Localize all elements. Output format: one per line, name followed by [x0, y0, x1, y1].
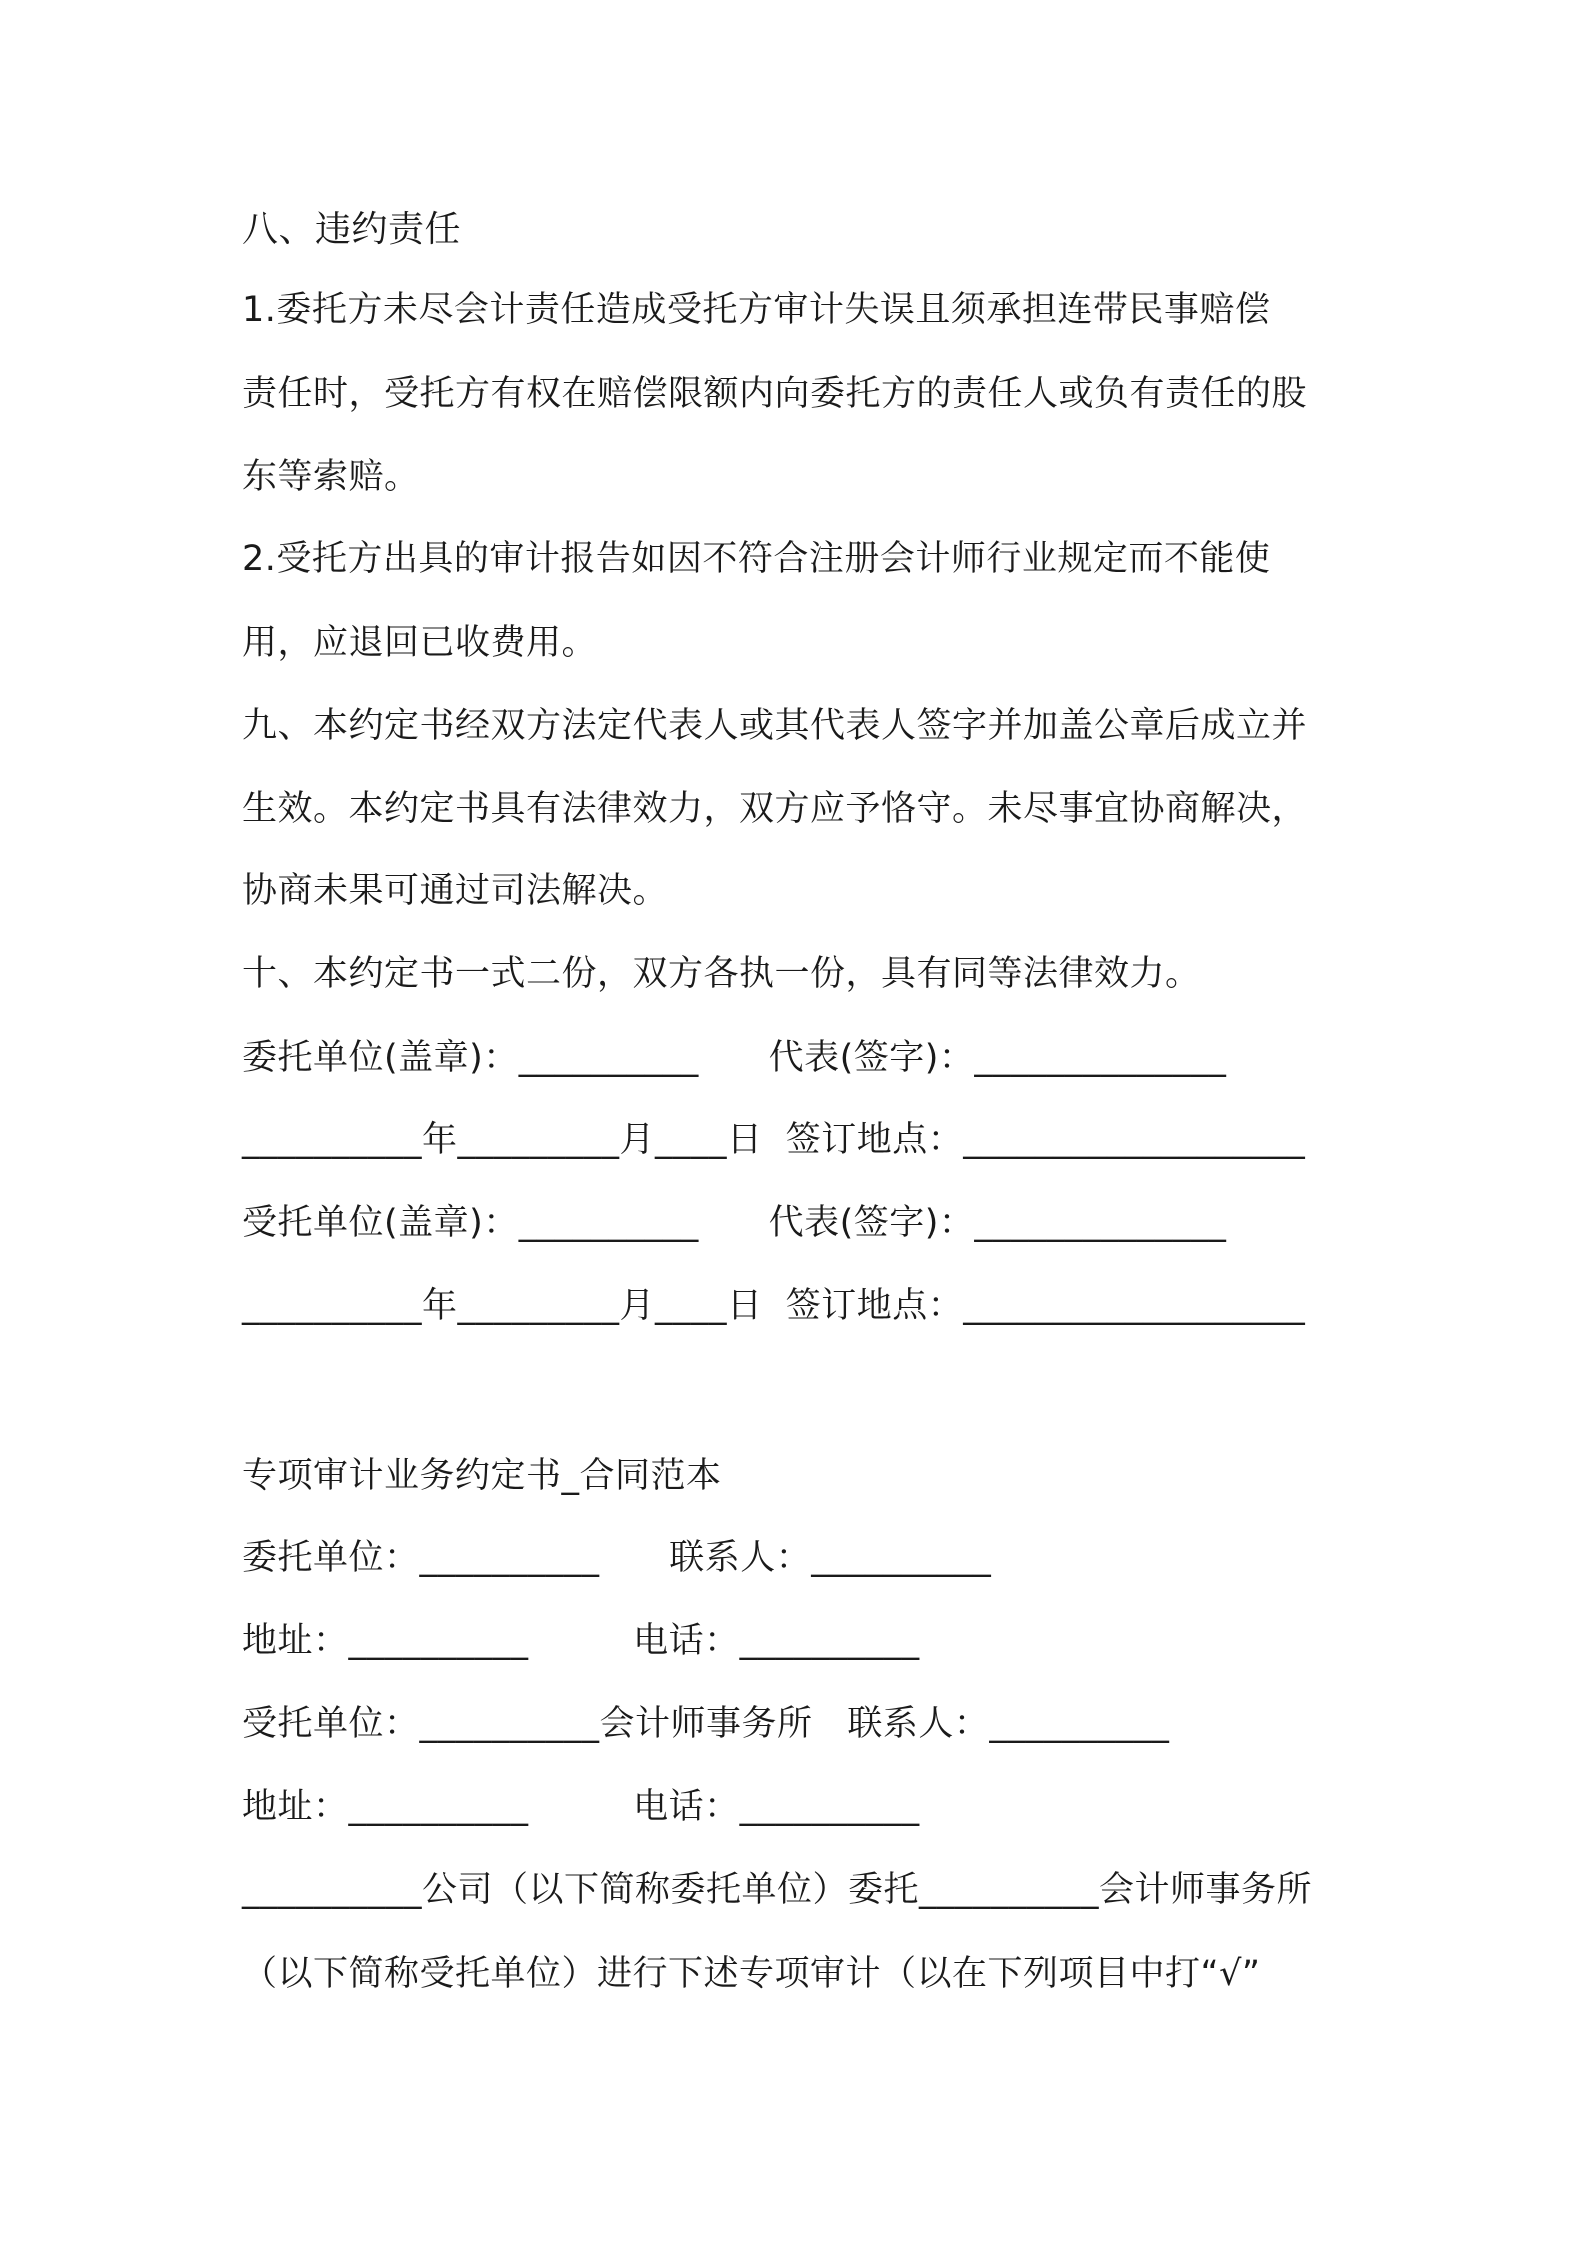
section10-text: 十、本约定书一式二份，双方各执一份，具有同等法律效力。 [242, 954, 1201, 994]
c2-client-unit: 委托单位：__________ 联系人：__________ [242, 1538, 992, 1578]
item1-line3: 东等索赔。 [242, 457, 420, 497]
sign-client-unit: 委托单位(盖章)：__________ 代表(签字)：______________ [242, 1038, 1227, 1078]
c2-contractor-unit: 受托单位：__________会计师事务所 联系人：__________ [242, 1704, 1170, 1744]
c2-intro-line2: （以下简称受托单位）进行下述专项审计（以在下列项目中打“√” [242, 1954, 1261, 1994]
c2-intro-line1: __________公司（以下简称委托单位）委托__________会计师事务所 [242, 1870, 1313, 1910]
section8-heading: 八、违约责任 [242, 209, 462, 250]
section9-line2: 生效。本约定书具有法律效力，双方应予恪守。未尽事宜协商解决， [242, 789, 1308, 829]
c2-contractor-address: 地址：__________ 电话：__________ [242, 1787, 920, 1827]
item2-line2: 用，应退回已收费用。 [242, 623, 598, 663]
section9-line1: 九、本约定书经双方法定代表人或其代表人签字并加盖公章后成立并 [242, 706, 1308, 746]
item1-line1: 1.委托方未尽会计责任造成受托方审计失误且须承担连带民事赔偿 [242, 290, 1271, 330]
item1-line2: 责任时，受托方有权在赔偿限额内向委托方的责任人或负有责任的股 [242, 374, 1308, 414]
sign-contractor-date: __________年_________月____日 签订地点：___________________ [242, 1286, 1306, 1326]
c2-client-address: 地址：__________ 电话：__________ [242, 1621, 920, 1661]
section9-line3: 协商未果可通过司法解决。 [242, 871, 669, 911]
sign-contractor-unit: 受托单位(盖章)：__________ 代表(签字)：______________ [242, 1203, 1227, 1243]
contract2-title: 专项审计业务约定书_合同范本 [242, 1456, 722, 1496]
sign-client-date: __________年_________月____日 签订地点：___________________ [242, 1120, 1306, 1160]
item2-line1: 2.受托方出具的审计报告如因不符合注册会计师行业规定而不能使 [242, 539, 1271, 579]
